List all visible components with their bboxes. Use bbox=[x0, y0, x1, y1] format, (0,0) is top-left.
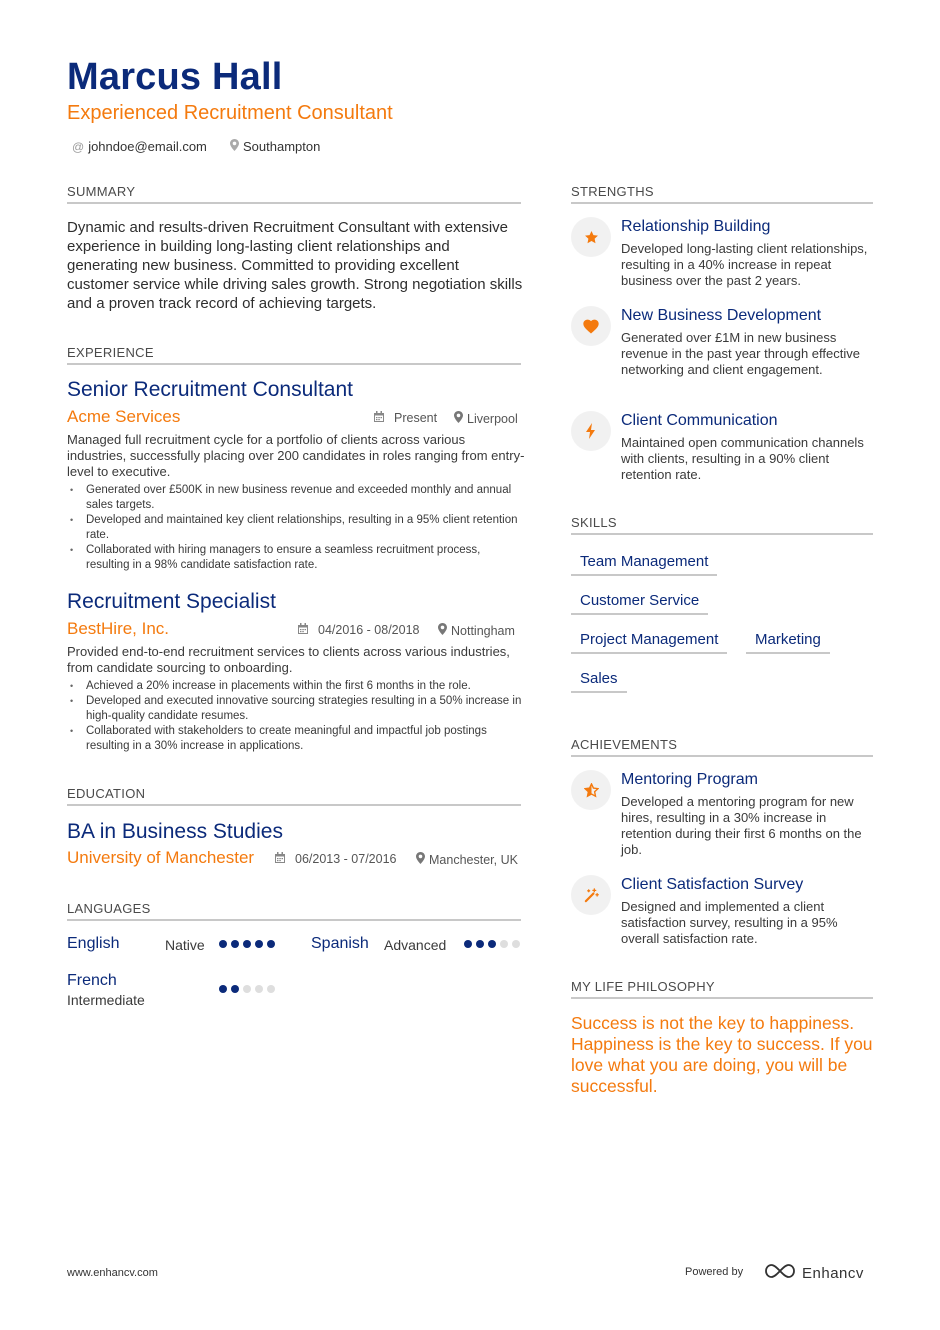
achievement-text: Developed a mentoring program for new hires, resulting in a 30% increase in retention during their first 6 months on the job. bbox=[621, 794, 862, 857]
rating-dot-filled bbox=[219, 985, 227, 993]
language-level: Advanced bbox=[384, 937, 447, 953]
job-role: Senior Recruitment Consultant bbox=[67, 378, 353, 401]
rating-dot-empty bbox=[267, 985, 275, 993]
infinity-logo-icon bbox=[764, 1262, 796, 1285]
languages-heading: LANGUAGES bbox=[67, 901, 521, 921]
language-rating bbox=[464, 940, 520, 948]
achievement-title: Mentoring Program bbox=[621, 771, 758, 788]
location-pin-icon bbox=[454, 411, 463, 426]
strength-title: Relationship Building bbox=[621, 218, 771, 235]
summary-text: Dynamic and results-driven Recruitment Consultant with extensive experience in building long-lasting client relationships and generating new business. Committed to providing excellent customer service while driving sales growth. Strong negotiation skills and a proven track record of achieving targets. bbox=[67, 219, 523, 312]
job-location: Nottingham bbox=[438, 623, 515, 638]
job-company: Acme Services bbox=[67, 407, 181, 426]
skill-tag: Customer Service bbox=[571, 592, 708, 615]
calendar-icon bbox=[374, 411, 384, 425]
resume-title: Experienced Recruitment Consultant bbox=[67, 102, 393, 124]
rating-dot-filled bbox=[464, 940, 472, 948]
experience-heading: EXPERIENCE bbox=[67, 345, 521, 365]
list-item: • Achieved a 20% increase in placements within the first 6 months in the role. bbox=[67, 679, 525, 694]
location-pin-icon bbox=[230, 139, 239, 154]
philosophy-heading: MY LIFE PHILOSOPHY bbox=[571, 979, 873, 999]
strength-title: Client Communication bbox=[621, 412, 778, 429]
rating-dot-filled bbox=[255, 940, 263, 948]
language-name: French bbox=[67, 972, 117, 989]
job-bullets bbox=[67, 483, 525, 573]
rating-dot-filled bbox=[231, 940, 239, 948]
language-name: English bbox=[67, 935, 120, 952]
skill-tag: Project Management bbox=[571, 631, 727, 654]
calendar-icon bbox=[275, 852, 285, 866]
rating-dot-empty bbox=[243, 985, 251, 993]
list-item: • Developed and executed innovative sourcing strategies resulting in a 50% increase in high-quality candidate resumes. bbox=[67, 694, 525, 724]
calendar-icon bbox=[298, 623, 308, 637]
rating-dot-empty bbox=[500, 940, 508, 948]
education-heading: EDUCATION bbox=[67, 786, 521, 806]
enhancv-brand: Enhancv bbox=[802, 1265, 864, 1282]
location-text: Southampton bbox=[243, 139, 321, 154]
summary-heading: SUMMARY bbox=[67, 184, 521, 204]
job-company: BestHire, Inc. bbox=[67, 619, 170, 638]
list-item: • Generated over £500K in new business revenue and exceeded monthly and annual sales targets. bbox=[67, 483, 525, 513]
job-description: Managed full recruitment cycle for a portfolio of clients across various industries, successfully placing over 200 candidates in roles ranging from entry-level to executive. bbox=[67, 432, 525, 479]
half-star-icon bbox=[571, 770, 611, 810]
skill-tag: Marketing bbox=[746, 631, 830, 654]
skills-heading: SKILLS bbox=[571, 515, 873, 535]
strength-title: New Business Development bbox=[621, 307, 822, 324]
achievements-heading: ACHIEVEMENTS bbox=[571, 737, 873, 757]
job-location: Liverpool bbox=[454, 411, 518, 426]
rating-dot-filled bbox=[219, 940, 227, 948]
job-role: Recruitment Specialist bbox=[67, 590, 276, 613]
star-icon bbox=[571, 217, 611, 257]
footer-website[interactable]: www.enhancv.com bbox=[67, 1267, 158, 1279]
job-dates: Present bbox=[374, 411, 437, 425]
at-icon: @ bbox=[72, 139, 85, 154]
list-item: • Collaborated with stakeholders to create meaningful and impactful job postings resulting in a 30% increase in applications. bbox=[67, 724, 525, 754]
skill-tag: Sales bbox=[571, 670, 627, 693]
education-school: University of Manchester bbox=[67, 848, 255, 867]
education-dates: 06/2013 - 07/2016 bbox=[275, 852, 396, 866]
education-location: Manchester, UK bbox=[416, 852, 518, 867]
skill-tag: Team Management bbox=[571, 553, 717, 576]
rating-dot-filled bbox=[231, 985, 239, 993]
rating-dot-filled bbox=[243, 940, 251, 948]
philosophy-quote: Success is not the key to happiness. Happiness is the key to success. If you love what you are doing, you will be successful. bbox=[571, 1013, 873, 1096]
wand-icon bbox=[571, 875, 611, 915]
education-degree: BA in Business Studies bbox=[67, 820, 283, 843]
enhancv-logo[interactable] bbox=[764, 1262, 864, 1285]
strength-text: Generated over £1M in new business revenue in the past year through effective networking and client engagement. bbox=[621, 330, 860, 377]
language-rating bbox=[219, 985, 275, 993]
rating-dot-empty bbox=[255, 985, 263, 993]
list-item: • Collaborated with hiring managers to ensure a seamless recruitment process, resulting in a 98% candidate satisfaction rate. bbox=[67, 543, 525, 573]
language-name: Spanish bbox=[311, 935, 369, 952]
list-item: • Developed and maintained key client relationships, resulting in a 95% client retention rate. bbox=[67, 513, 525, 543]
contact-location bbox=[230, 139, 320, 154]
bolt-icon bbox=[571, 411, 611, 451]
contact-email[interactable] bbox=[72, 139, 207, 154]
achievement-text: Designed and implemented a client satisfaction survey, resulting in a 95% overall satisfaction rate. bbox=[621, 899, 838, 946]
footer-powered-by: Powered by bbox=[685, 1266, 744, 1278]
strengths-heading: STRENGTHS bbox=[571, 184, 873, 204]
email-text: johndoe@email.com bbox=[88, 139, 207, 154]
heart-icon bbox=[571, 306, 611, 346]
location-pin-icon bbox=[438, 623, 447, 638]
job-description: Provided end-to-end recruitment services to clients across various industries, from candidate sourcing to onboarding. bbox=[67, 644, 510, 675]
rating-dot-empty bbox=[512, 940, 520, 948]
strength-text: Developed long-lasting client relationships, resulting in a 40% increase in repeat business over the past 2 years. bbox=[621, 241, 868, 288]
job-dates: 04/2016 - 08/2018 bbox=[298, 623, 419, 637]
resume-name: Marcus Hall bbox=[67, 56, 283, 98]
achievement-title: Client Satisfaction Survey bbox=[621, 876, 804, 893]
language-level: Intermediate bbox=[67, 992, 145, 1008]
rating-dot-filled bbox=[488, 940, 496, 948]
rating-dot-filled bbox=[267, 940, 275, 948]
rating-dot-filled bbox=[476, 940, 484, 948]
strength-text: Maintained open communication channels with clients, resulting in a 90% client retention rate. bbox=[621, 435, 864, 482]
location-pin-icon bbox=[416, 852, 425, 867]
job-bullets bbox=[67, 679, 525, 754]
language-level: Native bbox=[165, 937, 205, 953]
language-rating bbox=[219, 940, 275, 948]
